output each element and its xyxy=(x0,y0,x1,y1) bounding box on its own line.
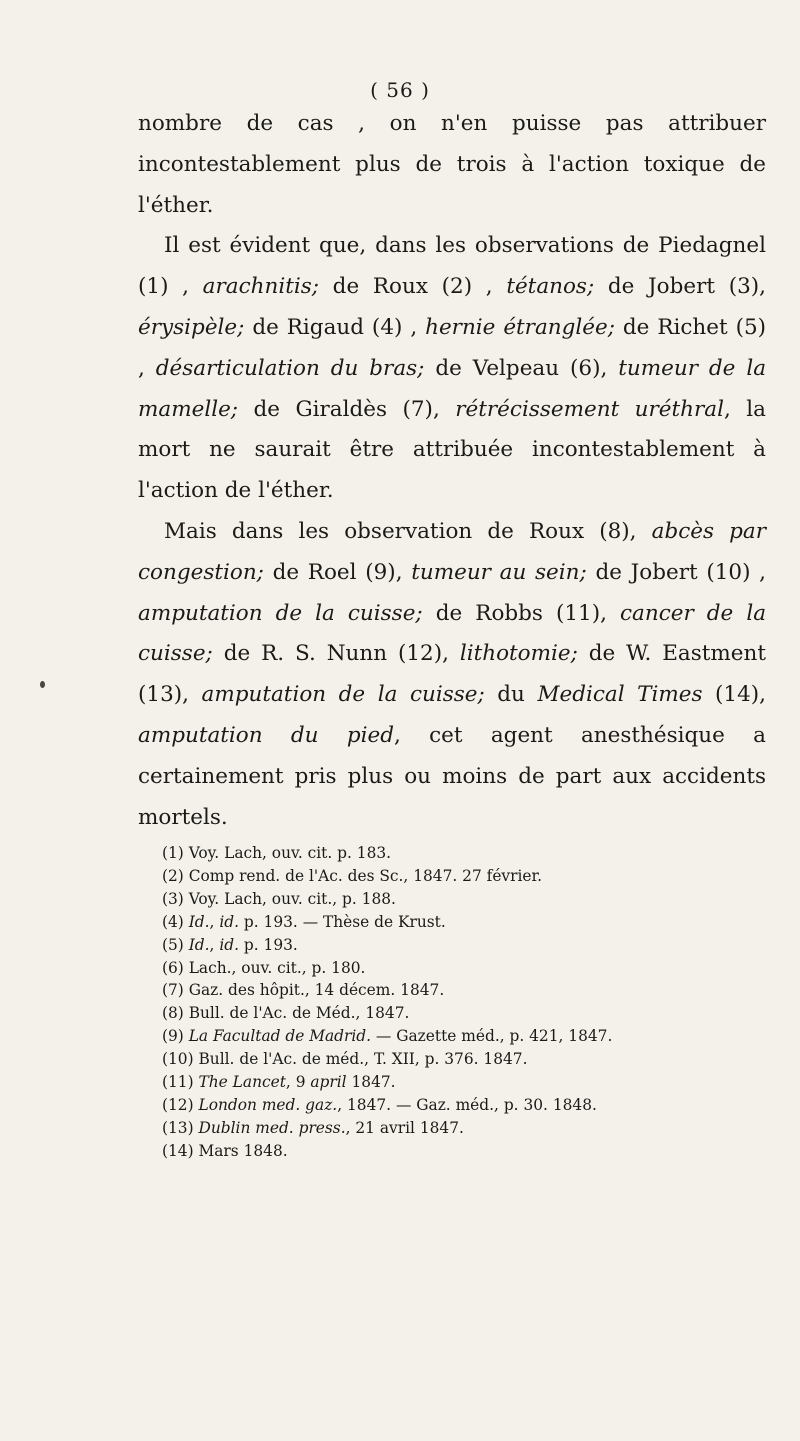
italic-text: hernie étranglée; xyxy=(425,314,615,340)
text-run: Mais dans les observation de Roux (8), xyxy=(164,518,652,544)
text-run: p. 193. xyxy=(239,935,298,954)
text-run: (3) Voy. Lach, ouv. cit., p. 188. xyxy=(162,889,396,908)
text-run: de Velpeau (6), xyxy=(424,355,619,381)
footnote xyxy=(162,979,762,1002)
footnote xyxy=(162,1140,762,1163)
text-run: de W. Eastment (13), xyxy=(138,641,766,708)
italic-text: Medical Times xyxy=(537,682,703,708)
italic-text: id. xyxy=(219,935,239,954)
text-run: (14) Mars 1848. xyxy=(162,1141,288,1160)
text-run: 1847. xyxy=(346,1073,396,1092)
text-run: , 1847. — Gaz. méd., p. 30. 1848. xyxy=(337,1095,597,1114)
italic-text: La Facultad de Madrid. xyxy=(188,1027,372,1046)
italic-text: tétanos; xyxy=(506,274,595,300)
text-run: de Rigaud (4) , xyxy=(244,314,426,340)
text-run: Il est évident que, dans les observations de Piedagnel (1) , xyxy=(138,233,766,300)
text-run: , cet agent anesthésique a certainement pris plus ou moins de part aux accidents mortels. xyxy=(138,722,766,830)
footnote xyxy=(162,1071,762,1094)
italic-text: amputation de la cuisse; xyxy=(201,682,485,708)
italic-text: Dublin med. press. xyxy=(198,1118,346,1137)
text-run: , xyxy=(209,935,220,954)
text-run: (2) Comp rend. de l'Ac. des Sc., 1847. 27 février. xyxy=(162,866,543,885)
italic-text: Id. xyxy=(188,912,210,931)
text-run: de Robbs (11), xyxy=(422,600,620,626)
italic-text: érysipèle; xyxy=(138,314,245,340)
text-run: (1) Voy. Lach, ouv. cit. p. 183. xyxy=(162,844,392,862)
text-run: de Jobert (3), xyxy=(594,274,766,300)
footnote xyxy=(162,1048,762,1071)
text-run: (6) Lach., ouv. cit., p. 180. xyxy=(162,958,366,977)
main-text xyxy=(138,104,766,838)
footnotes xyxy=(162,842,762,1163)
italic-text: abcès par congestion; xyxy=(138,518,766,585)
footnote xyxy=(162,957,762,980)
text-run: de Jobert (10) , xyxy=(586,559,766,585)
footnote xyxy=(162,1025,762,1048)
paragraph xyxy=(138,512,766,838)
italic-text: april xyxy=(310,1073,347,1092)
footnote xyxy=(162,1117,762,1140)
italic-text: The Lancet xyxy=(198,1073,286,1092)
text-run: (9) xyxy=(162,1027,189,1046)
footnote xyxy=(162,842,762,865)
italic-text: cancer de la cuisse; xyxy=(138,600,767,667)
italic-text: désarticulation du bras; xyxy=(155,355,425,381)
text-run: de Roel (9), xyxy=(263,559,412,585)
italic-text: London med. gaz. xyxy=(198,1095,338,1114)
text-run: de R. S. Nunn (12), xyxy=(212,641,460,667)
text-run: (12) xyxy=(162,1095,199,1114)
italic-text: lithotomie; xyxy=(459,641,578,667)
text-run: (10) Bull. de l'Ac. de méd., T. XII, p. 376. 1847. xyxy=(162,1050,528,1069)
text-run: (4) xyxy=(162,912,189,931)
text-run: (7) Gaz. des hôpit., 14 décem. 1847. xyxy=(162,981,445,1000)
text-run: , la mort ne saurait être attribuée incontestablement à l'action de l'éther. xyxy=(138,396,767,504)
italic-text: amputation du pied xyxy=(138,722,394,748)
italic-text: tumeur au sein; xyxy=(411,559,587,585)
italic-text: rétrécissement uréthral xyxy=(455,396,724,422)
footnote xyxy=(162,934,762,957)
text-run: de Roux (2) , xyxy=(319,274,507,300)
ink-speck xyxy=(40,681,45,688)
text-run: (14), xyxy=(702,682,767,708)
footnote xyxy=(162,1094,762,1117)
text-run: (5) xyxy=(162,935,189,954)
text-run: , 9 xyxy=(285,1073,311,1092)
page-number: ( 56 ) xyxy=(370,78,430,102)
text-run: , xyxy=(209,912,220,931)
italic-text: tumeur de la mamelle; xyxy=(138,355,767,422)
text-run: de Giraldès (7), xyxy=(238,396,456,422)
footnote xyxy=(162,911,762,934)
text-run: de Richet (5) , xyxy=(138,314,767,381)
italic-text: arachnitis; xyxy=(202,274,319,300)
text-run: (13) xyxy=(162,1118,199,1137)
text-run: (11) xyxy=(162,1073,199,1092)
text-run: , 21 avril 1847. xyxy=(345,1118,464,1137)
paragraph xyxy=(138,226,766,512)
italic-text: Id. xyxy=(188,935,210,954)
text-run: du xyxy=(484,682,538,708)
paragraph xyxy=(138,104,766,226)
footnote xyxy=(162,865,762,888)
text-run: nombre de cas , on n'en puisse pas attribuer incontestablement plus de trois à l'action toxique de l'éther. xyxy=(138,111,766,218)
footnote xyxy=(162,888,762,911)
text-run: (8) Bull. de l'Ac. de Méd., 1847. xyxy=(162,1004,410,1023)
text-run: — Gazette méd., p. 421, 1847. xyxy=(371,1027,613,1046)
text-run: p. 193. — Thèse de Krust. xyxy=(239,912,446,931)
footnote xyxy=(162,1002,762,1025)
italic-text: amputation de la cuisse; xyxy=(138,600,423,626)
italic-text: id. xyxy=(219,912,239,931)
